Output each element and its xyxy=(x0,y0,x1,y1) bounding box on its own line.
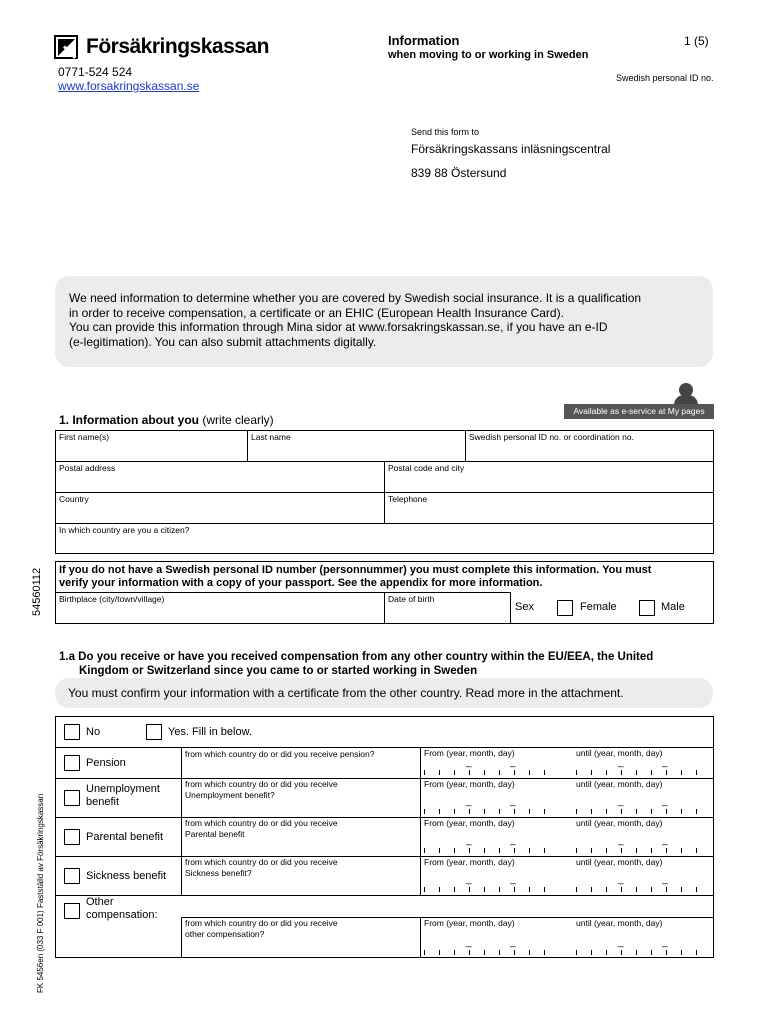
col-divider xyxy=(420,917,421,958)
field-label: Telephone xyxy=(388,494,428,504)
other-country-field[interactable] xyxy=(185,918,338,940)
field-label: In which country are you a citizen? xyxy=(59,525,190,535)
field-label: Birthplace (city/town/village) xyxy=(59,594,165,604)
date-separator: _ xyxy=(510,937,516,948)
unemployment-country-field[interactable] xyxy=(185,779,338,801)
col-divider xyxy=(181,747,182,895)
date-separator: _ xyxy=(618,757,624,768)
website-link[interactable]: www.forsakringskassan.se xyxy=(58,79,200,93)
female-checkbox[interactable] xyxy=(557,600,573,616)
intro-line: (e-legitimation). You can also submit attachments digitally. xyxy=(69,334,377,349)
until-date-field[interactable] xyxy=(576,808,708,814)
male-label: Male xyxy=(661,601,685,613)
q1a-line1: 1.a Do you receive or have you received compensation from any other country within the EU/EEA, the United xyxy=(59,651,654,663)
phone-number: 0771-524 524 xyxy=(58,65,133,79)
no-id-warning xyxy=(59,564,709,590)
date-separator: _ xyxy=(662,835,668,846)
eservice-badge[interactable]: Available as e-service at My pages xyxy=(564,404,714,419)
field-label: Swedish personal ID no. or coordination no. xyxy=(469,432,634,442)
from-date-field[interactable] xyxy=(424,769,556,775)
intro-line: We need information to determine whether you are covered by Swedish social insurance. It is a qualification xyxy=(69,291,642,305)
from-date-label: From (year, month, day) xyxy=(424,748,515,758)
from-date-field[interactable] xyxy=(424,847,556,853)
logo-icon xyxy=(54,35,78,59)
unemployment-checkbox[interactable] xyxy=(64,790,80,806)
postal-address-field[interactable] xyxy=(55,461,385,493)
last-name-field[interactable] xyxy=(247,430,466,462)
unemployment-label: Unemployment benefit xyxy=(86,783,160,808)
from-date-label: From (year, month, day) xyxy=(424,857,515,867)
no-label: No xyxy=(86,726,101,738)
yes-label: Yes. Fill in below. xyxy=(168,726,252,738)
until-date-field[interactable] xyxy=(576,847,708,853)
sickness-country-field[interactable] xyxy=(185,857,338,879)
intro-line: in order to receive compensation, a certificate or an EHIC (European Health Insurance Card). xyxy=(69,305,564,320)
date-of-birth-field[interactable] xyxy=(384,592,511,624)
field-label: Date of birth xyxy=(388,594,435,604)
question-line: Unemployment benefit? xyxy=(185,790,275,800)
field-label: Postal code and city xyxy=(388,463,465,473)
from-date-label: From (year, month, day) xyxy=(424,918,515,928)
question-line: from which country do or did you receive xyxy=(185,818,338,828)
other-label: Other compensation: xyxy=(86,896,158,921)
doc-subtitle: when moving to or working in Sweden xyxy=(388,49,589,61)
sex-label: Sex xyxy=(515,601,534,613)
until-date-label: until (year, month, day) xyxy=(576,779,663,789)
date-separator: _ xyxy=(466,937,472,948)
question-line: other compensation? xyxy=(185,929,265,939)
parental-label: Parental benefit xyxy=(86,831,164,843)
date-separator: _ xyxy=(510,796,516,807)
date-separator: _ xyxy=(510,757,516,768)
male-checkbox[interactable] xyxy=(639,600,655,616)
country-field[interactable] xyxy=(55,492,385,524)
form-code: FK 5456en (033 F 001) Fastställd av Försäkringskassan xyxy=(36,793,45,993)
date-separator: _ xyxy=(662,937,668,948)
personal-id-field[interactable] xyxy=(465,430,714,462)
intro-box xyxy=(55,276,713,367)
from-date-field[interactable] xyxy=(424,808,556,814)
question-line: from which country do or did you receive xyxy=(185,857,338,867)
until-date-label: until (year, month, day) xyxy=(576,748,663,758)
parental-country-field[interactable] xyxy=(185,818,338,840)
date-separator: _ xyxy=(618,796,624,807)
form-number: 54560112 xyxy=(31,567,43,616)
q1a-confirm-note: You must confirm your information with a certificate from the other country. Read more in the attachment. xyxy=(55,678,713,708)
col-divider xyxy=(181,917,182,958)
date-separator: _ xyxy=(466,757,472,768)
date-separator: _ xyxy=(466,874,472,885)
date-separator: _ xyxy=(618,835,624,846)
page-number: 1 (5) xyxy=(684,34,709,48)
section1-heading xyxy=(59,413,274,427)
sickness-checkbox[interactable] xyxy=(64,868,80,884)
no-checkbox[interactable] xyxy=(64,724,80,740)
female-label: Female xyxy=(580,601,617,613)
date-separator: _ xyxy=(510,874,516,885)
date-separator: _ xyxy=(618,874,624,885)
until-date-field[interactable] xyxy=(576,769,708,775)
col-divider xyxy=(420,747,421,895)
field-label: Country xyxy=(59,494,89,504)
warning-line: If you do not have a Swedish personal ID number (personnummer) you must complete this information. You must xyxy=(59,564,652,576)
date-separator: _ xyxy=(618,937,624,948)
from-date-label: From (year, month, day) xyxy=(424,779,515,789)
from-date-field[interactable] xyxy=(424,886,556,892)
personal-id-label: Swedish personal ID no. xyxy=(616,73,714,83)
first-name-field[interactable] xyxy=(55,430,248,462)
question-line: Sickness benefit? xyxy=(185,868,252,878)
date-separator: _ xyxy=(510,835,516,846)
date-separator: _ xyxy=(662,796,668,807)
sickness-label: Sickness benefit xyxy=(86,870,167,882)
citizenship-field[interactable] xyxy=(55,523,714,554)
yes-checkbox[interactable] xyxy=(146,724,162,740)
pension-country-field[interactable]: from which country do or did you receive pension? xyxy=(185,749,375,759)
postal-code-city-field[interactable] xyxy=(384,461,714,493)
from-date-field[interactable] xyxy=(424,949,556,955)
question-line: Parental benefit xyxy=(185,829,245,839)
until-date-field[interactable] xyxy=(576,886,708,892)
field-label: First name(s) xyxy=(59,432,110,442)
q1a-question xyxy=(59,650,653,678)
warning-line: verify your information with a copy of your passport. See the appendix for more information. xyxy=(59,577,543,589)
until-date-label: until (year, month, day) xyxy=(576,857,663,867)
section1-title: 1. Information about you xyxy=(59,413,199,427)
question-line: from which country do or did you receive xyxy=(185,779,338,789)
send-to-line2: 839 88 Östersund xyxy=(411,166,507,180)
field-label: Postal address xyxy=(59,463,116,473)
date-separator: _ xyxy=(662,757,668,768)
until-date-label: until (year, month, day) xyxy=(576,918,663,928)
send-to-line1: Försäkringskassans inläsningscentral xyxy=(411,142,611,156)
send-to-label: Send this form to xyxy=(411,127,480,137)
until-date-label: until (year, month, day) xyxy=(576,818,663,828)
from-date-label: From (year, month, day) xyxy=(424,818,515,828)
telephone-field[interactable] xyxy=(384,492,714,524)
other-checkbox[interactable] xyxy=(64,903,80,919)
date-separator: _ xyxy=(466,835,472,846)
question-line: from which country do or did you receive xyxy=(185,918,338,928)
field-label: Last name xyxy=(251,432,291,442)
intro-line: You can provide this information through Mina sidor at www.forsakringskassan.se, if you have an e-ID xyxy=(69,320,608,335)
date-separator: _ xyxy=(466,796,472,807)
pension-label: Pension xyxy=(86,757,126,769)
until-date-field[interactable] xyxy=(576,949,708,955)
doc-title: Information xyxy=(388,33,460,48)
org-name: Försäkringskassan xyxy=(86,35,269,58)
birthplace-field[interactable] xyxy=(55,592,385,624)
pension-checkbox[interactable] xyxy=(64,755,80,771)
section1-hint: (write clearly) xyxy=(202,413,274,427)
parental-checkbox[interactable] xyxy=(64,829,80,845)
date-separator: _ xyxy=(662,874,668,885)
q1a-line2: Kingdom or Switzerland since you came to or started working in Sweden xyxy=(79,665,478,677)
